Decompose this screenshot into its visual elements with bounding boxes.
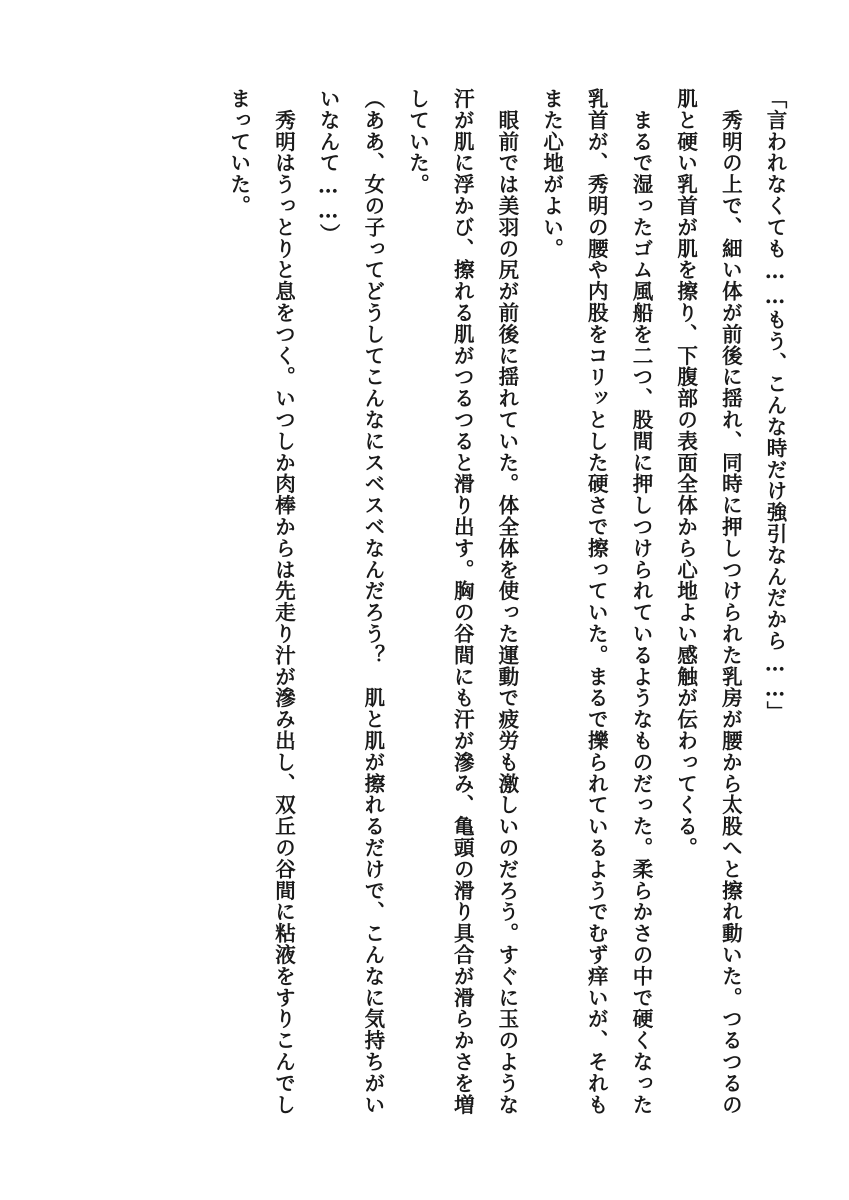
paragraph: 「言われなくても……もう、こんな時だけ強引なんだから……」	[763, 88, 787, 723]
novel-body-text	[27, 88, 797, 1118]
paragraph: 秀明の上で、細い体が前後に揺れ、同時に押しつけられた乳房が腰から太股へと擦れ動いた。つるつるの肌と硬い乳首が肌を擦り、下腹部の表面全体から心地よい感触が伝わってくる。	[673, 88, 743, 1116]
paragraph: （ああ、女の子ってどうしてこんなにスベスベなんだろう？ 肌と肌が擦れるだけで、こんなに気持ちがいいなんて……）	[316, 88, 385, 1116]
paragraph: 秀明はうっとりと息をつく。いつしか肉棒からは先走り汁が滲み出し、双丘の谷間に粘液をすりこんでしまっていた。	[226, 88, 296, 1116]
paragraph: 眼前では美羽の尻が前後に揺れていた。体全体を使った運動で疲労も激しいのだろう。すぐに玉のような汗が肌に浮かび、擦れる肌がつるつると滑り出す。胸の谷間にも汗が滲み、亀頭の滑り具合が滑らかさを増していた。	[405, 88, 519, 1116]
paragraph: まるで湿ったゴム風船を二つ、股間に押しつけられているようなものだった。柔らかさの中で硬くなった乳首が、秀明の腰や内股をコリッとした硬さで擦っていた。まるで擽られているようでむず痒いが、それもまた心地がよい。	[539, 88, 653, 1116]
